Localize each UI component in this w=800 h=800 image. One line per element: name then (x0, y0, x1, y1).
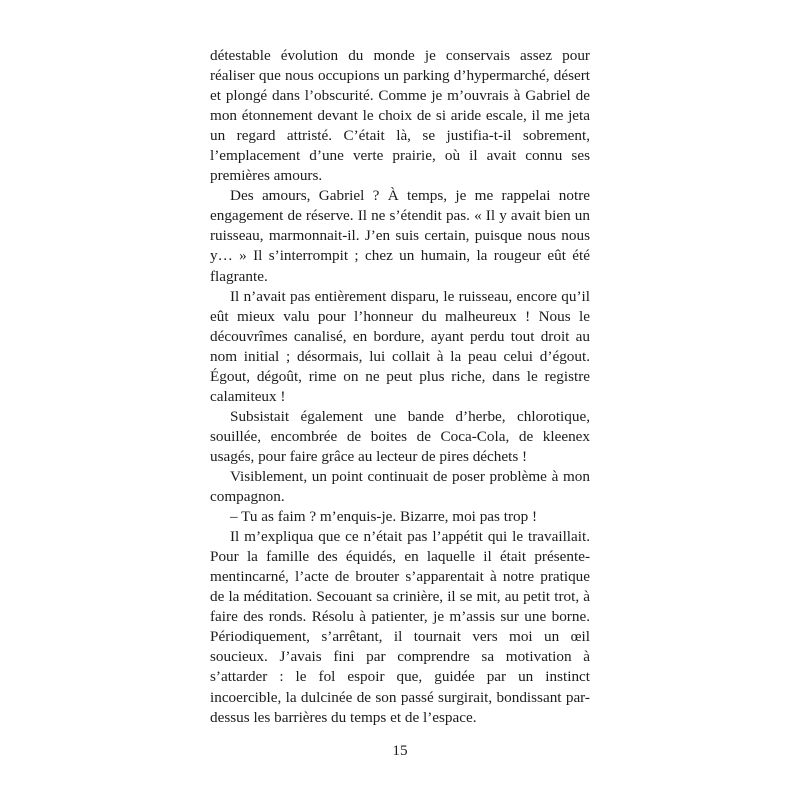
paragraph-3: Il n’avait pas entièrement disparu, le ruisseau, encore qu’il eût mieux valu pour l’honneur du malheureux ! Nous le découvrîmes canalisé, en bordure, ayant perdu tout droit au nom initial ; désormais, lui collait à la peau celui d’égout. Égout, dégoût, rime on ne peut plus riche, dans le registre calamiteux ! (210, 287, 590, 405)
body-text (210, 46, 590, 728)
page-number: 15 (392, 742, 408, 759)
paragraph-7: Il m’expliqua que ce n’était pas l’appétit qui le travaillait. Pour la famille des équidés, en laquelle il était présentementincarné, l’acte de brouter s’apparentait à notre pratique de la méditation. Secouant sa crinière, il se mit, au petit trot, à faire des ronds. Résolu à patienter, je m’assis sur une borne. Périodiquement, s’arrêtant, il tournait vers moi un œil soucieux. J’avais fini par comprendre sa motivation à s’attarder : le fol espoir que, guidée par un instinct incoercible, la dulcinée de son passé surgirait, bondissant par-dessus les barrières du temps et de l’espace. (210, 528, 590, 726)
paragraph-6: – Tu as faim ? m’enquis-je. Bizarre, moi pas trop ! (230, 508, 538, 526)
paragraph-1: détestable évolution du monde je conservais assez pour réaliser que nous occupions un parking d’hypermarché, désert et plongé dans l’obscurité. Comme je m’ouvrais à Gabriel de mon étonnement devant le choix de si aride escale, il me jeta un regard attristé. C’était là, se justifia-t-il sobrement, l’emplacement d’une verte prairie, où il avait connu ses premières amours. (210, 47, 590, 185)
paragraph-5: Visiblement, un point continuait de poser problème à mon compagnon. (210, 467, 590, 506)
paragraph-4: Subsistait également une bande d’herbe, chlorotique, souillée, encombrée de boites de Coca-Cola, de kleenex usagés, pour faire grâce au lecteur de pires déchets ! (210, 407, 590, 465)
paragraph-2: Des amours, Gabriel ? À temps, je me rappelai notre engagement de réserve. Il ne s’étendit pas. « Il y avait bien un ruisseau, marmonnait-il. J’en suis certain, puisque nous nous y… » Il s’interrompit ; chez un humain, la rougeur eût été flagrante. (210, 187, 590, 285)
